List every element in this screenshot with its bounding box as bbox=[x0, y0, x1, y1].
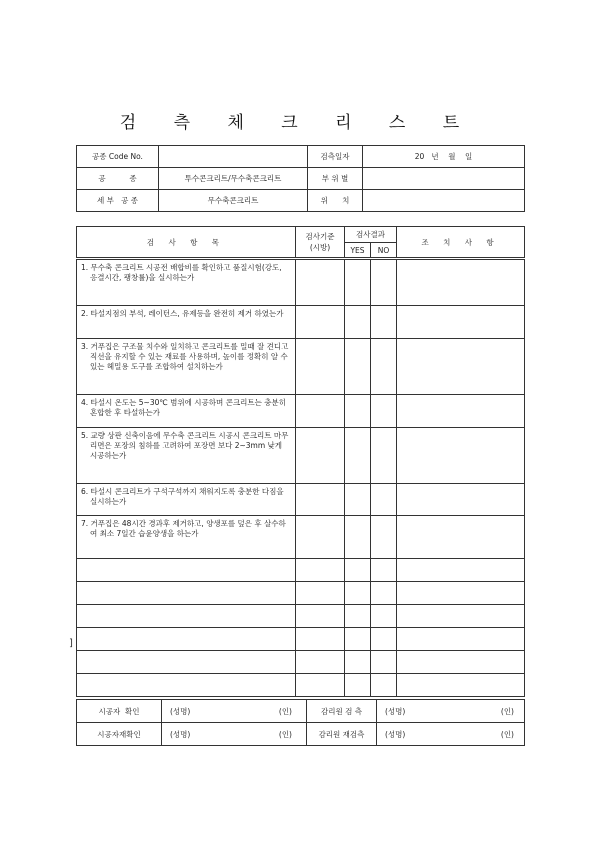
check-item-4: 4. 타설시 온도는 5~30℃ 범위에 시공하며 콘크리트는 충분히 혼합한 후 타설하는가 bbox=[81, 398, 287, 417]
yes-cell[interactable] bbox=[345, 306, 371, 339]
no-cell[interactable] bbox=[371, 582, 397, 605]
standard-cell[interactable] bbox=[296, 516, 345, 559]
yes-cell[interactable] bbox=[345, 674, 371, 697]
no-cell[interactable] bbox=[371, 339, 397, 395]
page-title: 검 측 체 크 리 스 트 bbox=[119, 113, 476, 133]
check-item-2: 2. 타설지점의 부석, 레이턴스, 유제등을 완전히 제거 하였는가 bbox=[81, 309, 284, 318]
standard-cell[interactable] bbox=[296, 674, 345, 697]
checklist-table bbox=[76, 226, 525, 697]
no-cell[interactable] bbox=[371, 395, 397, 428]
action-cell[interactable] bbox=[397, 582, 525, 605]
name-hint: (성명) bbox=[170, 706, 191, 716]
no-cell[interactable] bbox=[371, 259, 397, 306]
checklist-header-row bbox=[77, 227, 525, 243]
contractor-reconfirm-label: 시공자재확인 bbox=[77, 723, 162, 746]
blank-item-cell[interactable] bbox=[77, 582, 296, 605]
stray-bracket-mark: ] bbox=[69, 638, 73, 649]
yes-cell[interactable] bbox=[345, 428, 371, 484]
name-hint: (성명) bbox=[170, 729, 191, 739]
signature-row-1 bbox=[77, 700, 525, 723]
seal-hint: (인) bbox=[278, 706, 292, 716]
action-cell[interactable] bbox=[397, 259, 525, 306]
part-value-field[interactable] bbox=[363, 168, 525, 190]
standard-cell[interactable] bbox=[296, 259, 345, 306]
action-cell[interactable] bbox=[397, 628, 525, 651]
empty-row bbox=[77, 651, 525, 674]
standard-cell[interactable] bbox=[296, 559, 345, 582]
check-item-6: 6. 타설시 콘크리트가 구석구석까지 채워지도록 충분한 다짐을 실시하는가 bbox=[81, 487, 284, 506]
no-cell[interactable] bbox=[371, 628, 397, 651]
no-cell[interactable] bbox=[371, 605, 397, 628]
action-cell[interactable] bbox=[397, 651, 525, 674]
blank-item-cell[interactable] bbox=[77, 628, 296, 651]
work-value-field[interactable]: 투수콘크리트/무수축콘크리트 bbox=[159, 168, 308, 190]
date-value-field[interactable]: 20 년 월 일 bbox=[363, 146, 525, 168]
seal-hint: (인) bbox=[500, 729, 514, 739]
check-item-5: 5. 교량 상판 신축이음에 무수축 콘크리트 시공시 콘크리트 마무리면은 포장의 침하를 고려하여 포장면 보다 2~3mm 낮게 시공하는가 bbox=[81, 431, 289, 460]
action-cell[interactable] bbox=[397, 674, 525, 697]
action-cell[interactable] bbox=[397, 605, 525, 628]
yes-cell[interactable] bbox=[345, 582, 371, 605]
info-table bbox=[76, 145, 525, 212]
yes-cell[interactable] bbox=[345, 516, 371, 559]
no-cell[interactable] bbox=[371, 484, 397, 516]
action-cell[interactable] bbox=[397, 428, 525, 484]
empty-row bbox=[77, 674, 525, 697]
standard-cell[interactable] bbox=[296, 628, 345, 651]
contractor-signature-field[interactable] bbox=[162, 700, 307, 723]
standard-cell[interactable] bbox=[296, 395, 345, 428]
standard-cell[interactable] bbox=[296, 605, 345, 628]
no-cell[interactable] bbox=[371, 674, 397, 697]
blank-item-cell[interactable] bbox=[77, 651, 296, 674]
standard-cell[interactable] bbox=[296, 428, 345, 484]
action-cell[interactable] bbox=[397, 395, 525, 428]
check-item-7: 7. 거푸집은 48시간 경과후 제거하고, 양생포를 덮은 후 살수하여 최소 7일간 습윤양생을 하는가 bbox=[81, 519, 286, 538]
part-label: 부 위 별 bbox=[308, 168, 363, 190]
supervisor-inspect-label: 감리원 검 측 bbox=[307, 700, 377, 723]
header-yes: YES bbox=[345, 243, 371, 259]
empty-row bbox=[77, 628, 525, 651]
seal-hint: (인) bbox=[278, 729, 292, 739]
action-cell[interactable] bbox=[397, 306, 525, 339]
work-label: 공 종 bbox=[77, 168, 159, 190]
blank-item-cell[interactable] bbox=[77, 559, 296, 582]
loc-label: 위 치 bbox=[308, 190, 363, 212]
checklist-row bbox=[77, 306, 525, 339]
no-cell[interactable] bbox=[371, 306, 397, 339]
checklist-row bbox=[77, 484, 525, 516]
action-cell[interactable] bbox=[397, 484, 525, 516]
yes-cell[interactable] bbox=[345, 395, 371, 428]
no-cell[interactable] bbox=[371, 559, 397, 582]
checklist-row bbox=[77, 339, 525, 395]
no-cell[interactable] bbox=[371, 428, 397, 484]
standard-cell[interactable] bbox=[296, 651, 345, 674]
contractor-confirm-label: 시공자 확인 bbox=[77, 700, 162, 723]
date-label: 검측일자 bbox=[308, 146, 363, 168]
checklist-row bbox=[77, 428, 525, 484]
checklist-row bbox=[77, 516, 525, 559]
loc-value-field[interactable] bbox=[363, 190, 525, 212]
yes-cell[interactable] bbox=[345, 484, 371, 516]
info-row-code bbox=[77, 146, 525, 168]
blank-item-cell[interactable] bbox=[77, 674, 296, 697]
blank-item-cell[interactable] bbox=[77, 605, 296, 628]
info-row-sub bbox=[77, 190, 525, 212]
no-cell[interactable] bbox=[371, 516, 397, 559]
supervisor-reinspect-label: 감리원 재검측 bbox=[307, 723, 377, 746]
header-item: 검 사 항 목 bbox=[77, 227, 296, 259]
checklist-row bbox=[77, 259, 525, 306]
header-standard: 검사기준 (시방) bbox=[296, 227, 345, 259]
code-label: 공종 Code No. bbox=[77, 146, 159, 168]
signature-row-2 bbox=[77, 723, 525, 746]
standard-cell[interactable] bbox=[296, 339, 345, 395]
action-cell[interactable] bbox=[397, 339, 525, 395]
check-item-3: 3. 거푸집은 구조물 치수와 일치하고 콘크리트를 밀때 잘 견디고 직선을 유지할 수 있는 재료를 사용하며, 높이를 정확히 알 수 있는 헤밀용 도구를 조합하여 설치하는가 bbox=[81, 342, 289, 371]
header-no: NO bbox=[371, 243, 397, 259]
sub-value-field[interactable]: 무수축콘크리트 bbox=[159, 190, 308, 212]
name-hint: (성명) bbox=[385, 706, 406, 716]
yes-cell[interactable] bbox=[345, 651, 371, 674]
empty-row bbox=[77, 559, 525, 582]
seal-hint: (인) bbox=[500, 706, 514, 716]
yes-cell[interactable] bbox=[345, 605, 371, 628]
action-cell[interactable] bbox=[397, 516, 525, 559]
supervisor-resignature-field[interactable] bbox=[377, 723, 525, 746]
empty-row bbox=[77, 605, 525, 628]
header-action: 조 치 사 항 bbox=[397, 227, 525, 259]
check-item-1: 1. 무수축 콘크리트 시공전 배합비를 확인하고 품질시험(강도, 응결시간, 팽창률)을 실시하는가 bbox=[81, 263, 282, 282]
yes-cell[interactable] bbox=[345, 339, 371, 395]
code-value-field[interactable] bbox=[159, 146, 308, 168]
info-row-work bbox=[77, 168, 525, 190]
action-cell[interactable] bbox=[397, 559, 525, 582]
contractor-resignature-field[interactable] bbox=[162, 723, 307, 746]
yes-cell[interactable] bbox=[345, 259, 371, 306]
header-result: 검사결과 bbox=[345, 227, 397, 243]
checklist-row bbox=[77, 395, 525, 428]
empty-row bbox=[77, 582, 525, 605]
signature-table bbox=[76, 699, 525, 746]
yes-cell[interactable] bbox=[345, 559, 371, 582]
standard-cell[interactable] bbox=[296, 484, 345, 516]
standard-cell[interactable] bbox=[296, 306, 345, 339]
name-hint: (성명) bbox=[385, 729, 406, 739]
no-cell[interactable] bbox=[371, 651, 397, 674]
supervisor-signature-field[interactable] bbox=[377, 700, 525, 723]
standard-cell[interactable] bbox=[296, 582, 345, 605]
yes-cell[interactable] bbox=[345, 628, 371, 651]
sub-label: 세 부 공 종 bbox=[77, 190, 159, 212]
